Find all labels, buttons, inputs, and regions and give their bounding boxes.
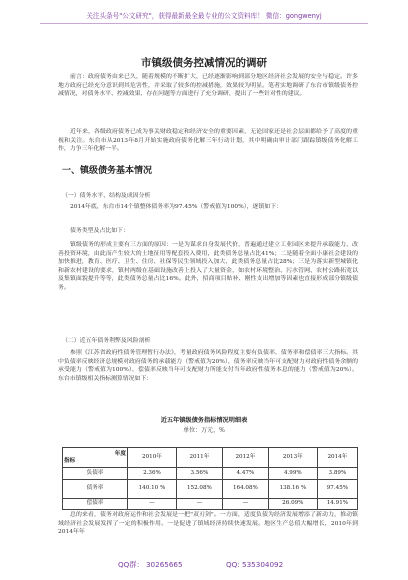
table-caption: 近五年镇级债务指标情况明细表 [160, 417, 248, 424]
year-header-cell: 2012年 [222, 448, 268, 468]
table-row [63, 468, 358, 480]
debt-causes-paragraph: 镇级债务的形成主要有三方面的原因：一是为谋求自身发展代价，普遍通过建立工业园区来提升承载能力、改善投资环境，由此而产生较大的土地征用等配套投入费用，此类债务总量占比41%；二是随着全面小康社会建设的加快推进，教育、医疗、卫生、住房、社保等民生领域投入加大，此类债务总量占比28%；三是为落实新型城镇化和新农村建设的要求，镇村两级在基础设施改善上投入了大量资金，如农村环境整治、污水管网、农村公路拓宽以及集镇面貌提升等等，此类债务总量占比16%。此外，招商项目贴补、刚性支出增加等因素也直接形成部分镇级债务。 [58, 242, 358, 291]
debt-type-paragraph: 债务类型及占比如下： [70, 228, 129, 234]
row-label: 债务率 [63, 479, 128, 498]
table-cell: 140.10 % [128, 479, 177, 498]
table-cell: 2.36% [128, 468, 177, 480]
header-indicator-label: 指标 [64, 457, 76, 464]
table-cell: — [128, 498, 177, 510]
closing-paragraph: 总的来看，债务对政府运作和社会发展是一把"双刃剑"。一方面，适度负债为经济发展增添了新动力，推动镇域经济社会发展发挥了一定的积极作用。一是促进了镇域经济持续快速发展。地区生产总值大幅增长，2010年到2014年年 [58, 512, 358, 536]
subsection-heading-1: （一）债务水平、结构及成因分析 [62, 193, 151, 199]
footer-qq-group: QQ群： 30265665 [118, 560, 183, 569]
subsection-heading-2: （二）近五年债务利弊及风险剖析 [62, 338, 151, 344]
table-corner-cell [63, 448, 128, 468]
table-cell: 164.08% [222, 479, 268, 498]
table-unit: 单位：万元、% [183, 427, 225, 434]
banner-divider [40, 23, 368, 24]
preface-paragraph: 前言：政府债务由来已久，随着规模的不断扩大，已经逐渐影响到部分地区经济社会发展的安全与稳定。许多地方政府已经充分意识到其危害性，并采取了较多的控减措施，效果较为明显。笔者实地调研了东台市镇级债务控减情况，对债务水平、控减效果、存在问题等方面进行了充分调研，提出了一些针对性的建议。 [58, 74, 358, 98]
section-heading-1: 一、镇级债务基本情况 [62, 166, 153, 176]
year-header-cell: 2010年 [128, 448, 177, 468]
risk-indicators-paragraph: 参照《江苏省政府性债务管理暂行办法》，考量政府债务风险程度主要有负债率、债务率和偿债率三大指标。其中负债率反映经济总规模对政府债务的承载能力（警戒值为20%），债务率反映当年可支配财力对政府性债务余额的承受能力（警戒值为100%），偿债率反映当年可支配财力所能支付当年政府性债务本息的能力（警戒值为20%）。东台市镇级相关指标测算情况如下： [58, 350, 358, 382]
table-cell: 152.08% [176, 479, 222, 498]
table-cell: — [222, 498, 268, 510]
intro-paragraph: 近年来，各级政府债务已成为事关财政稳定和经济安全的重要因素，无论国家还是社会层面都给予了高度的重视和关注。东台市从2013年8月开始实施政府债务化解三年行动计划，其中明确由审计部门跟踪镇级债务化解工作，力争三年化解一半。 [58, 129, 358, 153]
footer [0, 560, 408, 574]
document-title: 市镇级债务控减情况的调研 [141, 57, 267, 69]
row-label: 负债率 [63, 468, 128, 480]
year-header-cell: 2013年 [268, 448, 317, 468]
debt-indicator-table [62, 447, 358, 510]
table-cell: 4.99% [268, 468, 317, 480]
banner-text: 关注头条号"公文研究"，获得最新最全最专业的公文资料库！ 微信：gongwenyj [86, 12, 322, 20]
table-cell: 3.56% [176, 468, 222, 480]
footer-qq-contact: QQ: 535304092 [226, 560, 284, 569]
table-row [63, 498, 358, 510]
debt-level-paragraph: 2014年底，东台市14个镇整体债务率为97.45%（警戒值为100%），逐镇如下： [70, 204, 282, 210]
top-banner [0, 6, 408, 28]
row-label: 偿债率 [63, 498, 128, 510]
table-row [63, 479, 358, 498]
table-cell: 97.45% [317, 479, 357, 498]
table-cell: 14.91% [317, 498, 357, 510]
table-cell: 26.09% [268, 498, 317, 510]
table-cell: 4.47% [222, 468, 268, 480]
table-header-row [63, 448, 358, 468]
table-cell: 3.89% [317, 468, 357, 480]
table-cell: — [176, 498, 222, 510]
header-year-label: 年度 [114, 450, 126, 457]
year-header-cell: 2011年 [176, 448, 222, 468]
year-header-cell: 2014年 [317, 448, 357, 468]
table-cell: 138.16 % [268, 479, 317, 498]
